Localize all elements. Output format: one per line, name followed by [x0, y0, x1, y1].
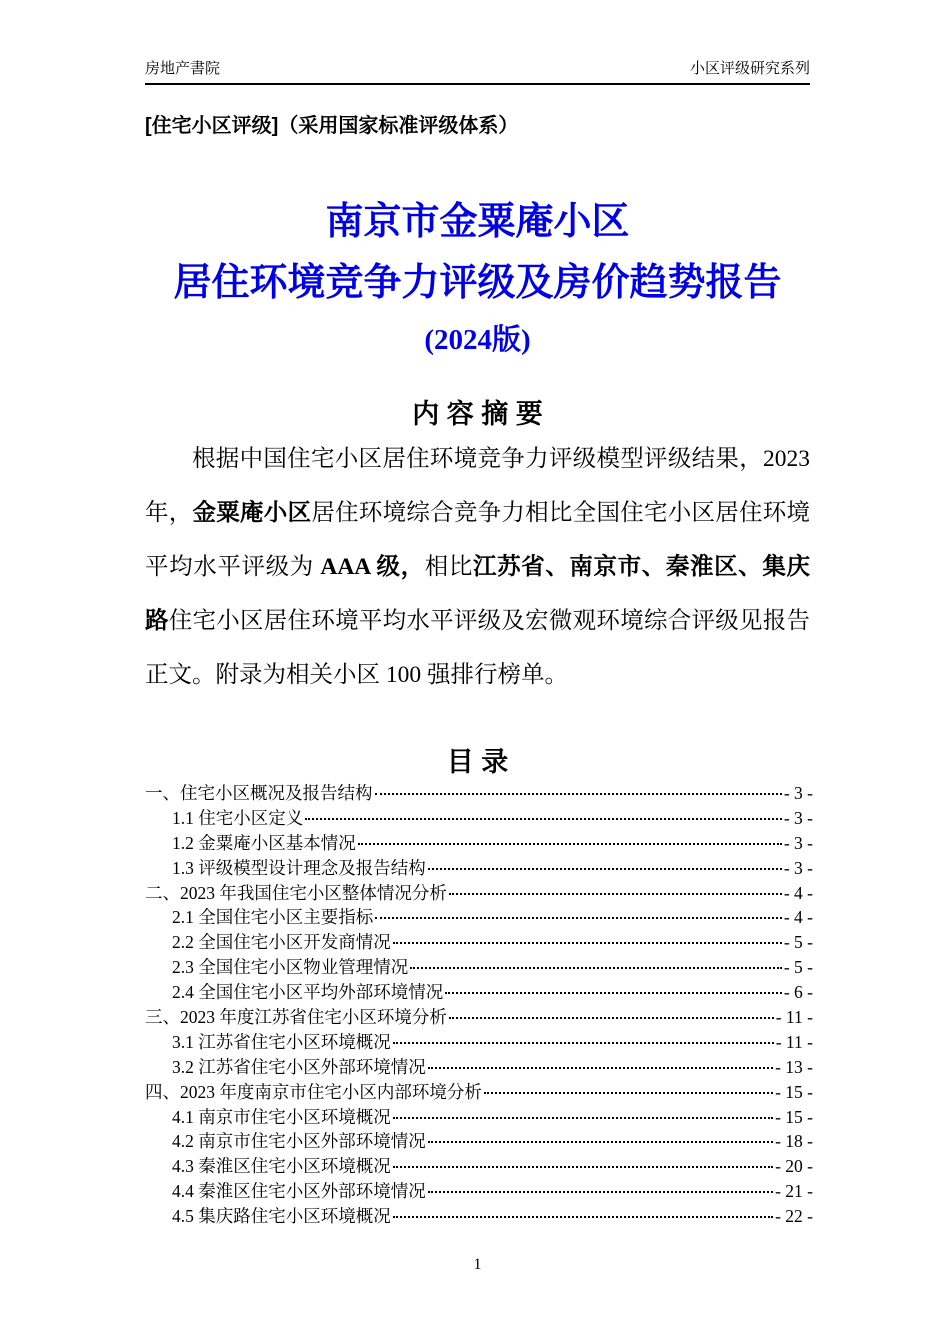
toc-label: 2.3 全国住宅小区物业管理情况 [172, 957, 409, 978]
toc-label: 3.2 江苏省住宅小区外部环境情况 [172, 1056, 426, 1077]
toc-row [145, 955, 813, 980]
toc-page-number: - 3 - [783, 857, 813, 878]
toc-leader-dots [410, 967, 782, 969]
toc-leader-dots [428, 868, 782, 870]
running-header [145, 60, 810, 85]
toc-label: 4.2 南京市住宅小区外部环境情况 [172, 1131, 426, 1152]
toc-page-number: - 13 - [775, 1056, 813, 1077]
summary-segment: 江苏省、南京市、秦淮区、集庆路 [145, 554, 811, 634]
toc-page-number: - 21 - [775, 1181, 813, 1202]
toc-leader-dots [445, 992, 782, 994]
summary-heading: 内 容 摘 要 [412, 399, 543, 429]
toc-row [145, 1129, 813, 1154]
toc-page-number: - 11 - [775, 1031, 813, 1052]
toc-page-number: - 5 - [783, 932, 813, 953]
toc-leader-dots [449, 893, 782, 895]
toc-leader-dots [449, 1017, 774, 1019]
toc-label: 1.3 评级模型设计理念及报告结构 [172, 857, 426, 878]
toc-page-number: - 22 - [775, 1206, 813, 1227]
summary-segment: 根据中国住宅小区居住环境竞争力评级模型评级结果，2023 年， [145, 446, 810, 526]
toc-page-number: - 18 - [775, 1131, 813, 1152]
report-version: (2024版) [424, 324, 531, 356]
toc-leader-dots [428, 1141, 773, 1143]
toc-row [145, 1005, 813, 1030]
summary-paragraph [145, 432, 810, 702]
toc-label: 4.5 集庆路住宅小区环境概况 [172, 1206, 391, 1227]
toc-heading: 目 录 [446, 747, 509, 777]
doc-type-line: [住宅小区评级]（采用国家标准评级体系） [145, 115, 519, 137]
toc-row [145, 1105, 813, 1130]
toc-label: 2.2 全国住宅小区开发商情况 [172, 932, 391, 953]
toc-label: 2.4 全国住宅小区平均外部环境情况 [172, 982, 444, 1003]
header-left-text: 房地产書院 [145, 60, 221, 77]
toc-page-number: - 15 - [775, 1106, 813, 1127]
toc-row [145, 1080, 813, 1105]
toc-leader-dots [428, 1191, 773, 1193]
toc-row [145, 856, 813, 881]
toc-leader-dots [393, 1166, 773, 1168]
report-title-line2: 居住环境竞争力评级及房价趋势报告 [173, 262, 782, 304]
toc-row [145, 1204, 813, 1229]
toc-page-number: - 3 - [783, 783, 813, 803]
toc-label: 3.1 江苏省住宅小区环境概况 [172, 1031, 391, 1052]
toc-label: 4.3 秦淮区住宅小区环境概况 [172, 1156, 391, 1177]
toc-leader-dots [375, 917, 782, 919]
toc-page-number: - 6 - [783, 982, 813, 1003]
toc-leader-dots [375, 793, 782, 795]
toc-page-number: - 15 - [775, 1081, 813, 1102]
toc-row [145, 1055, 813, 1080]
toc-leader-dots [393, 1117, 773, 1119]
toc-leader-dots [358, 843, 782, 845]
toc-page-number: - 3 - [783, 832, 813, 853]
toc-label: 2.1 全国住宅小区主要指标 [172, 907, 374, 928]
toc-page-number: - 20 - [775, 1156, 813, 1177]
summary-segment: 金粟庵小区 [192, 500, 312, 526]
header-right-text: 小区评级研究系列 [689, 60, 810, 77]
toc-row [145, 930, 813, 955]
toc-row [145, 831, 813, 856]
toc-label: 一、住宅小区概况及报告结构 [145, 783, 373, 803]
toc-page-number: - 3 - [783, 807, 813, 828]
toc-row [145, 806, 813, 831]
summary-segment: 居住环境综合竞争力相比全国住宅小区居住环境平均水平评级为 [145, 500, 811, 580]
toc-leader-dots [484, 1092, 773, 1094]
toc-label: 四、2023 年度南京市住宅小区内部环境分析 [145, 1081, 482, 1102]
toc-leader-dots [393, 942, 782, 944]
toc-label: 4.4 秦淮区住宅小区外部环境情况 [172, 1181, 426, 1202]
toc-page-number: - 4 - [783, 907, 813, 928]
toc-row [145, 781, 813, 806]
toc-leader-dots [305, 818, 782, 820]
toc-row [145, 1154, 813, 1179]
summary-segment: AAA 级， [320, 554, 425, 580]
toc-row [145, 1179, 813, 1204]
summary-segment: 相比 [424, 554, 473, 580]
toc-row [145, 905, 813, 930]
toc-page-number: - 5 - [783, 957, 813, 978]
toc-row [145, 881, 813, 906]
toc-page-number: - 11 - [775, 1007, 813, 1028]
page-number-footer: 1 [473, 1256, 482, 1273]
report-title-line1: 南京市金粟庵小区 [325, 201, 630, 243]
toc-label: 二、2023 年我国住宅小区整体情况分析 [145, 882, 447, 903]
toc-page-number: - 4 - [783, 882, 813, 903]
toc-leader-dots [428, 1067, 773, 1069]
toc-label: 4.1 南京市住宅小区环境概况 [172, 1106, 391, 1127]
toc-leader-dots [393, 1042, 774, 1044]
toc-label: 1.1 住宅小区定义 [172, 807, 304, 828]
toc-label: 1.2 金粟庵小区基本情况 [172, 832, 356, 853]
toc-label: 三、2023 年度江苏省住宅小区环境分析 [145, 1007, 447, 1028]
toc-leader-dots [393, 1216, 773, 1218]
summary-segment: 住宅小区居住环境平均水平评级及宏微观环境综合评级见报告正文。附录为相关小区 100 强排行榜单。 [145, 608, 811, 688]
toc-list [145, 781, 813, 1229]
toc-row [145, 1030, 813, 1055]
toc-row [145, 980, 813, 1005]
